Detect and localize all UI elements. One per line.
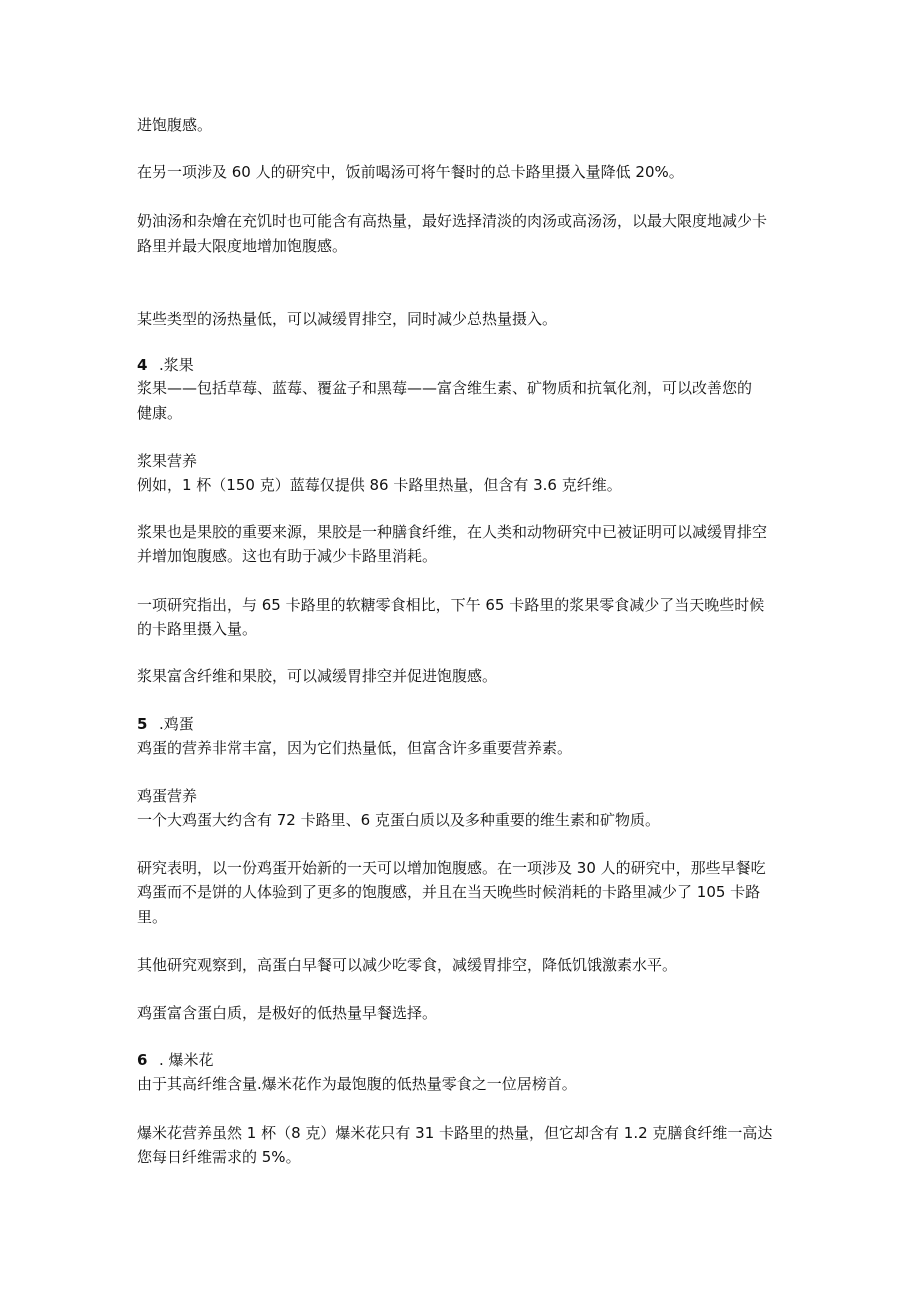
paragraph-line: 里。 (137, 908, 168, 926)
document-page (137, 0, 787, 1301)
section-title: .鸡蛋 (159, 715, 194, 733)
paragraph-line: 鸡蛋的营养非常丰富，因为它们热量低，但富含许多重要营养素。 (137, 739, 573, 757)
paragraph-line: 鸡蛋而不是饼的人体验到了更多的饱腹感，并且在当天晚些时候消耗的卡路里减少了 105 卡路 (137, 883, 761, 901)
paragraph-line: 一项研究指出，与 65 卡路里的软糖零食相比，下午 65 卡路里的浆果零食减少了当天晚些时候 (137, 596, 765, 614)
paragraph-line: 浆果富含纤维和果胶，可以减缓胃排空并促进饱腹感。 (137, 667, 498, 685)
subheading: 浆果营养 (137, 452, 198, 470)
paragraph-line: 您每日纤维需求的 5%。 (137, 1148, 301, 1166)
section-title: . 爆米花 (159, 1051, 214, 1069)
section-heading-berries (137, 354, 194, 376)
paragraph-line: 某些类型的汤热量低，可以减缓胃排空，同时减少总热量摄入。 (137, 310, 558, 328)
paragraph-line: 鸡蛋富含蛋白质，是极好的低热量早餐选择。 (137, 1004, 438, 1022)
paragraph-line: 研究表明，以一份鸡蛋开始新的一天可以增加饱腹感。在一项涉及 30 人的研究中，那些早餐吃 (137, 859, 766, 877)
section-heading-popcorn (137, 1049, 214, 1071)
section-heading-eggs (137, 713, 194, 735)
paragraph-line: 浆果也是果胶的重要来源，果胶是一种膳食纤维，在人类和动物研究中已被证明可以减缓胃排空 (137, 523, 768, 541)
paragraph-line: 爆米花营养虽然 1 杯（8 克）爆米花只有 31 卡路里的热量，但它却含有 1.2 克膳食纤维一高达 (137, 1124, 773, 1142)
paragraph-line: 并增加饱腹感。这也有助于减少卡路里消耗。 (137, 547, 438, 565)
paragraph-line: 路里并最大限度地增加饱腹感。 (137, 237, 348, 255)
paragraph-line: 其他研究观察到，高蛋白早餐可以减少吃零食，减缓胃排空，降低饥饿激素水平。 (137, 956, 678, 974)
subheading: 鸡蛋营养 (137, 787, 198, 805)
section-number: 4 (137, 356, 148, 374)
section-title: .浆果 (159, 356, 194, 374)
paragraph-line: 的卡路里摄入量。 (137, 620, 258, 638)
paragraph-line: 由于其高纤维含量.爆米花作为最饱腹的低热量零食之一位居榜首。 (137, 1075, 577, 1093)
section-number: 5 (137, 715, 148, 733)
paragraph-line: 健康。 (137, 404, 183, 422)
paragraph-line: 一个大鸡蛋大约含有 72 卡路里、6 克蛋白质以及多种重要的维生素和矿物质。 (137, 811, 660, 829)
paragraph-line: 在另一项涉及 60 人的研究中，饭前喝汤可将午餐时的总卡路里摄入量降低 20%。 (137, 163, 684, 181)
section-number: 6 (137, 1051, 148, 1069)
paragraph-line: 奶油汤和杂燴在充饥时也可能含有高热量，最好选择清淡的肉汤或高汤汤，以最大限度地减少卡 (137, 212, 768, 230)
paragraph-line: 进饱腹感。 (137, 116, 213, 134)
paragraph-line: 例如，1 杯（150 克）蓝莓仅提供 86 卡路里热量，但含有 3.6 克纤维。 (137, 476, 622, 494)
paragraph-line: 浆果——包括草莓、蓝莓、覆盆子和黑莓——富含维生素、矿物质和抗氧化剂，可以改善您的 (137, 379, 753, 397)
